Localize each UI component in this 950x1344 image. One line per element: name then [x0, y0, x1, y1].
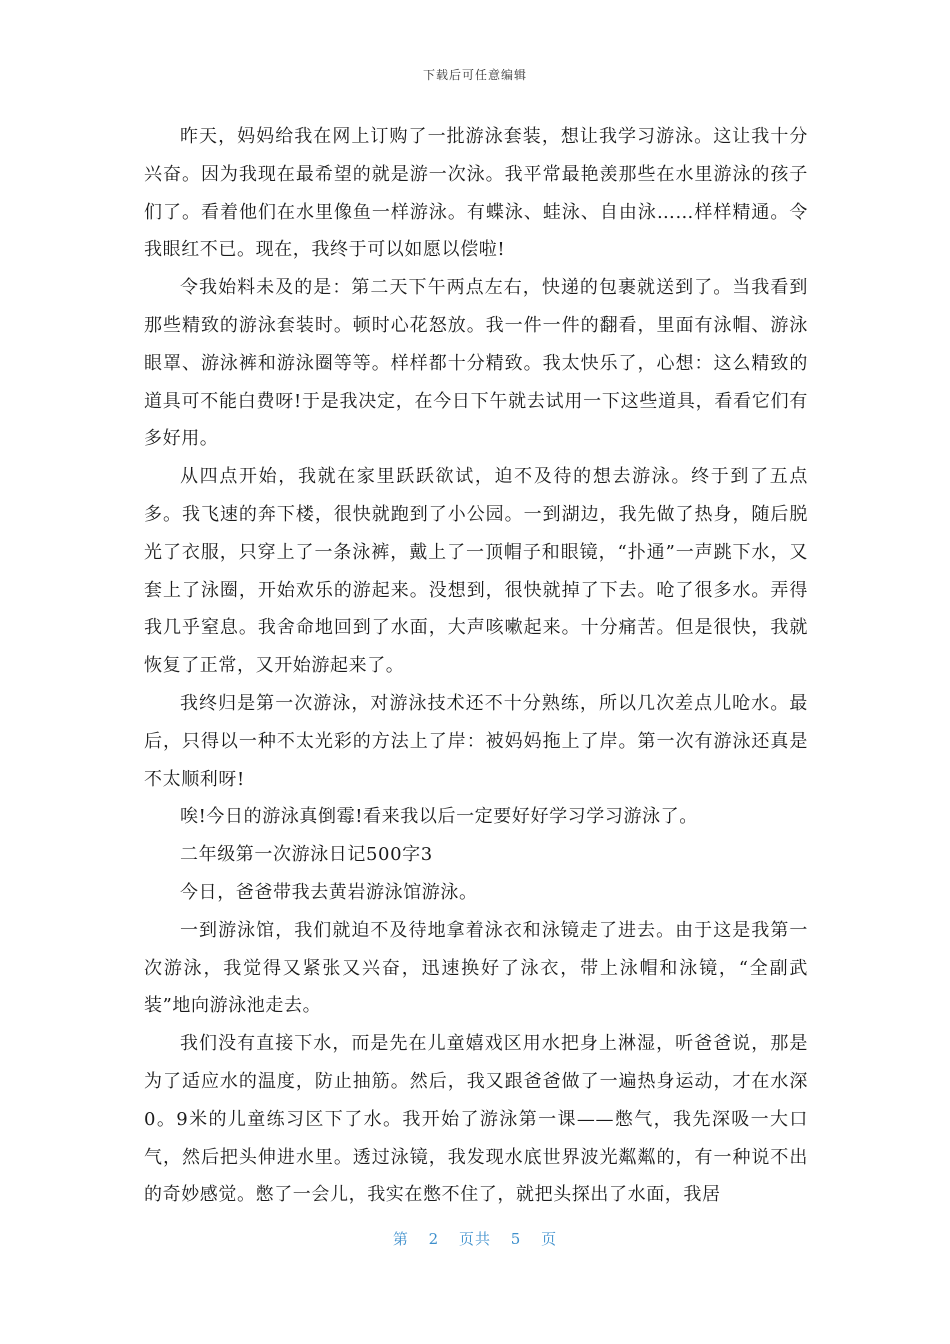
paragraph: 昨天，妈妈给我在网上订购了一批游泳套装，想让我学习游泳。这让我十分兴奋。因为我现在最希望的就是游一次泳。我平常最艳羡那些在水里游泳的孩子们了。看着他们在水里像鱼一样游泳。有蝶泳、蛙泳、自由泳……样样精通。令我眼红不已。现在，我终于可以如愿以偿啦! — [144, 126, 808, 261]
paragraph: 今日，爸爸带我去黄岩游泳馆游泳。 — [180, 881, 478, 903]
paragraph: 唉!今日的游泳真倒霉!看来我以后一定要好好学习学习游泳了。 — [180, 806, 698, 828]
paragraph: 令我始料未及的是：第二天下午两点左右，快递的包裹就送到了。当我看到那些精致的游泳套装时。顿时心花怒放。我一件一件的翻看，里面有泳帽、游泳眼罩、游泳裤和游泳圈等等。样样都十分精致。我太快乐了，心想：这么精致的道具可不能白费呀!于是我决定，在今日下午就去试用一下这些道具，看看它们有多好用。 — [144, 277, 808, 450]
page-header: 下载后可任意编辑 — [422, 68, 527, 82]
page-number-footer: 第 2 页共 5 页 — [392, 1230, 558, 1248]
paragraph: 我们没有直接下水，而是先在儿童嬉戏区用水把身上淋湿，听爸爸说，那是为了适应水的温度，防止抽筋。然后，我又跟爸爸做了一遍热身运动，才在水深0。9米的儿童练习区下了水。我开始了游泳第一课——憋气，我先深吸一大口气，然后把头伸进水里。透过泳镜，我发现水底世界波光粼粼的，有一种说不出的奇妙感觉。憋了一会儿，我实在憋不住了，就把头探出了水面，我居 — [144, 1033, 808, 1206]
document-body — [144, 118, 808, 1214]
paragraph: 从四点开始，我就在家里跃跃欲试，迫不及待的想去游泳。终于到了五点多。我飞速的奔下楼，很快就跑到了小公园。一到湖边，我先做了热身，随后脱光了衣服，只穿上了一条泳裤，戴上了一顶帽子和眼镜，“扑通”一声跳下水，又套上了泳圈，开始欢乐的游起来。没想到，很快就掉了下去。呛了很多水。弄得我几乎窒息。我舍命地回到了水面，大声咳嗽起来。十分痛苦。但是很快，我就恢复了正常，又开始游起来了。 — [144, 466, 808, 677]
section-title: 二年级第一次游泳日记500字3 — [180, 844, 433, 866]
paragraph: 我终归是第一次游泳，对游泳技术还不十分熟练，所以几次差点儿呛水。最后，只得以一种不太光彩的方法上了岸：被妈妈拖上了岸。第一次有游泳还真是不太顺利呀! — [144, 692, 808, 790]
paragraph: 一到游泳馆，我们就迫不及待地拿着泳衣和泳镜走了进去。由于这是我第一次游泳，我觉得又紧张又兴奋，迅速换好了泳衣，带上泳帽和泳镜，“全副武装”地向游泳池走去。 — [144, 919, 808, 1017]
